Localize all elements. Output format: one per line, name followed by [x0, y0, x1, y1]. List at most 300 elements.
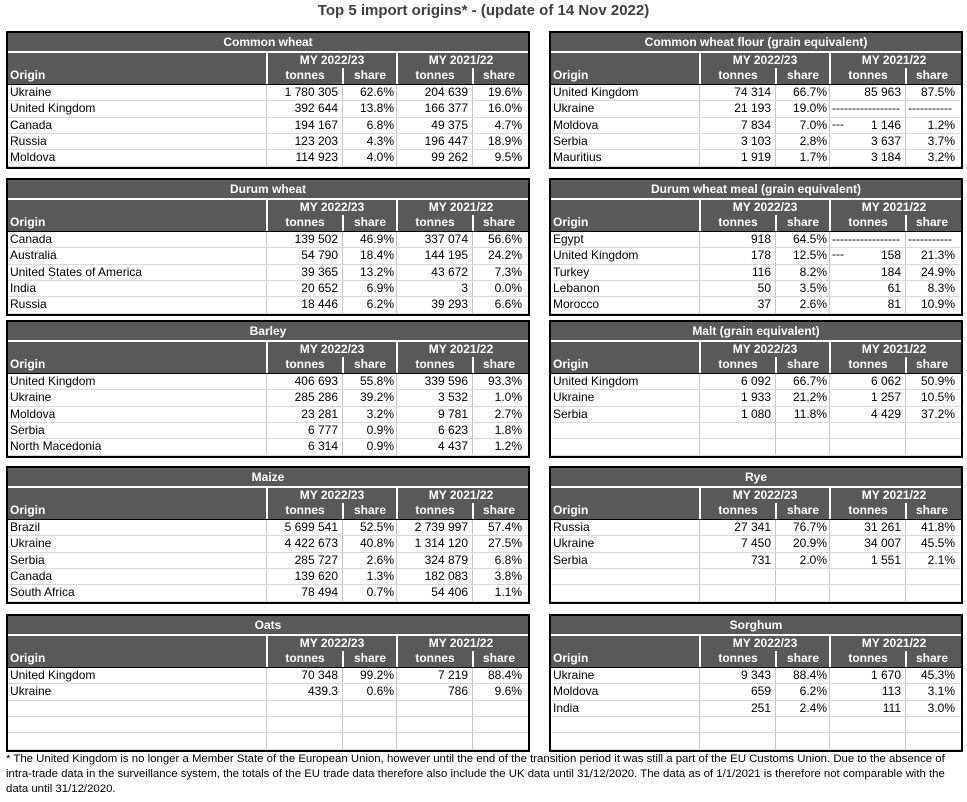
- table-sorghum: [549, 614, 963, 752]
- header-share: share: [472, 215, 524, 230]
- table-maize: [6, 466, 530, 604]
- share-2021-22-cell: [905, 717, 957, 732]
- origin-cell: India: [553, 700, 580, 715]
- tonnes-2022-23-cell: 659: [699, 684, 775, 699]
- tonnes-2022-23-cell: 18 446: [266, 297, 342, 312]
- table-row: [8, 423, 528, 439]
- tonnes-2021-22-cell: [829, 585, 905, 600]
- header-columns-row: [551, 651, 961, 667]
- header-columns-row: [551, 215, 961, 231]
- share-2021-22-cell: [905, 439, 957, 454]
- header-columns-row: [8, 215, 528, 231]
- share-2022-23-cell: [775, 585, 829, 600]
- tonnes-2021-22-cell: 204 639: [396, 85, 472, 100]
- header-tonnes: tonnes: [266, 503, 342, 518]
- origin-cell: Canada: [10, 117, 53, 132]
- header-tonnes: tonnes: [829, 503, 905, 518]
- header-tonnes: tonnes: [699, 503, 775, 518]
- table-title: Common wheat flour (grain equivalent): [551, 33, 961, 53]
- share-2022-23-cell: 0.6%: [342, 684, 396, 699]
- share-2022-23-cell: [775, 439, 829, 454]
- origin-cell: Canada: [10, 231, 53, 246]
- table-row: [551, 134, 961, 150]
- header-columns-row: [551, 68, 961, 84]
- header-my-2021-22: MY 2021/22: [396, 636, 524, 651]
- origin-cell: Australia: [10, 248, 57, 263]
- share-2021-22-cell: 1.2%: [472, 439, 524, 454]
- tonnes-2021-22-cell: 4 429: [829, 407, 905, 422]
- header-share: share: [342, 651, 396, 666]
- tonnes-2022-23-cell: [699, 585, 775, 600]
- share-2022-23-cell: 66.7%: [775, 374, 829, 389]
- header-my-2021-22: MY 2021/22: [396, 342, 524, 357]
- tonnes-2022-23-cell: 5 699 541: [266, 520, 342, 535]
- share-2021-22-cell: 57.4%: [472, 520, 524, 535]
- tonnes-2021-22-cell: 196 447: [396, 134, 472, 149]
- share-2021-22-cell: 3.2%: [905, 150, 957, 165]
- header-blank-cell: [8, 342, 266, 357]
- origin-cell: United Kingdom: [553, 373, 639, 388]
- header-share: share: [775, 357, 829, 372]
- table-row: [551, 390, 961, 406]
- header-share: share: [472, 357, 524, 372]
- table-row: [8, 248, 528, 264]
- tonnes-2022-23-cell: 731: [699, 553, 775, 568]
- header-share: share: [905, 503, 957, 518]
- origin-cell: Ukraine: [553, 667, 595, 682]
- table-row: [8, 265, 528, 281]
- share-2022-23-cell: 1.7%: [775, 150, 829, 165]
- header-blank-cell: [551, 342, 699, 357]
- tonnes-2022-23-cell: [699, 439, 775, 454]
- table-row: [551, 553, 961, 569]
- share-2022-23-cell: 7.0%: [775, 118, 829, 133]
- share-2022-23-cell: 64.5%: [775, 232, 829, 247]
- origin-cell: Egypt: [553, 231, 584, 246]
- header-my-2022-23: MY 2022/23: [266, 53, 396, 68]
- share-2022-23-cell: 3.2%: [342, 407, 396, 422]
- tonnes-2022-23-cell: 918: [699, 232, 775, 247]
- tonnes-2021-22-cell: [829, 717, 905, 732]
- tonnes-2021-22-cell: 3 184: [829, 150, 905, 165]
- share-2022-23-cell: 99.2%: [342, 668, 396, 683]
- header-marketing-year-row: [8, 488, 528, 503]
- tonnes-2022-23-cell: 1 780 305: [266, 85, 342, 100]
- header-my-2021-22: MY 2021/22: [829, 636, 957, 651]
- share-2022-23-cell: 20.9%: [775, 536, 829, 551]
- origin-cell: United States of America: [10, 264, 143, 279]
- table-oats: [6, 614, 530, 752]
- header-tonnes: tonnes: [396, 68, 472, 83]
- header-marketing-year-row: [551, 53, 961, 68]
- tonnes-2021-22-cell: 3 532: [396, 390, 472, 405]
- header-share: share: [775, 215, 829, 230]
- origin-cell: Russia: [553, 519, 590, 534]
- header-origin: Origin: [553, 215, 589, 230]
- header-share: share: [342, 503, 396, 518]
- table-row: [8, 232, 528, 248]
- table-row: [8, 297, 528, 313]
- header-origin: Origin: [553, 357, 589, 372]
- header-blank-cell: [8, 53, 266, 68]
- tonnes-2021-22-cell: --------------------: [829, 232, 905, 247]
- share-2022-23-cell: 2.0%: [775, 553, 829, 568]
- share-2022-23-cell: [775, 733, 829, 748]
- origin-cell: Serbia: [553, 133, 588, 148]
- share-2022-23-cell: 2.6%: [342, 553, 396, 568]
- header-my-2022-23: MY 2022/23: [699, 636, 829, 651]
- header-origin: Origin: [10, 651, 46, 666]
- share-2022-23-cell: 88.4%: [775, 668, 829, 683]
- share-2021-22-cell: 1.2%: [905, 118, 957, 133]
- share-2021-22-cell: -----------: [905, 232, 957, 247]
- tonnes-2021-22-cell: 4 437: [396, 439, 472, 454]
- origin-cell: Ukraine: [553, 536, 595, 551]
- header-share: share: [905, 215, 957, 230]
- table-row: [8, 701, 528, 717]
- origin-cell: Ukraine: [10, 684, 52, 699]
- share-2022-23-cell: [775, 423, 829, 438]
- header-tonnes: tonnes: [829, 651, 905, 666]
- header-my-2021-22: MY 2021/22: [829, 53, 957, 68]
- tonnes-2021-22-cell: 49 375: [396, 118, 472, 133]
- tonnes-2021-22-cell: 39 293: [396, 297, 472, 312]
- table-row: [551, 536, 961, 552]
- tonnes-2022-23-cell: [266, 717, 342, 732]
- table-title: Sorghum: [551, 616, 961, 636]
- header-tonnes: tonnes: [829, 215, 905, 230]
- tonnes-2021-22-cell: 6 062: [829, 374, 905, 389]
- share-2021-22-cell: 1.8%: [472, 423, 524, 438]
- tonnes-2022-23-cell: 74 314: [699, 85, 775, 100]
- origin-cell: Serbia: [553, 552, 588, 567]
- share-2022-23-cell: 12.5%: [775, 248, 829, 263]
- origin-cell: [551, 733, 699, 748]
- tonnes-2021-22-cell: 113: [829, 684, 905, 699]
- tonnes-2021-22-cell: --------------------: [829, 101, 905, 116]
- tonnes-2021-22-cell: [829, 733, 905, 748]
- table-title: Maize: [8, 468, 528, 488]
- origin-cell: [551, 423, 699, 438]
- header-tonnes: tonnes: [829, 68, 905, 83]
- tonnes-2022-23-cell: 1 080: [699, 407, 775, 422]
- share-2022-23-cell: 0.7%: [342, 585, 396, 600]
- header-share: share: [905, 357, 957, 372]
- table-row: [551, 407, 961, 423]
- origin-cell: India: [10, 280, 37, 295]
- table-row: [551, 265, 961, 281]
- tonnes-2022-23-cell: 7 834: [699, 118, 775, 133]
- header-tonnes: tonnes: [829, 357, 905, 372]
- share-2021-22-cell: 2.1%: [905, 553, 957, 568]
- share-2021-22-cell: 10.9%: [905, 297, 957, 312]
- tonnes-2022-23-cell: [266, 733, 342, 748]
- share-2021-22-cell: [472, 701, 524, 716]
- header-my-2022-23: MY 2022/23: [266, 342, 396, 357]
- share-2022-23-cell: 4.0%: [342, 150, 396, 165]
- share-2021-22-cell: [905, 569, 957, 584]
- origin-cell: North Macedonia: [10, 439, 102, 454]
- header-my-2021-22: MY 2021/22: [396, 488, 524, 503]
- header-my-2021-22: MY 2021/22: [396, 200, 524, 215]
- origin-cell: [551, 439, 699, 454]
- header-origin: Origin: [10, 215, 46, 230]
- tonnes-2022-23-cell: 194 167: [266, 118, 342, 133]
- header-columns-row: [551, 503, 961, 519]
- share-2022-23-cell: [342, 733, 396, 748]
- share-2022-23-cell: 21.2%: [775, 390, 829, 405]
- tonnes-2021-22-cell: 2 739 997: [396, 520, 472, 535]
- tonnes-2021-22-cell: 339 596: [396, 374, 472, 389]
- origin-cell: [551, 717, 699, 732]
- share-2021-22-cell: 2.7%: [472, 407, 524, 422]
- header-columns-row: [8, 357, 528, 373]
- share-2022-23-cell: 52.5%: [342, 520, 396, 535]
- tonnes-2021-22-cell: 158: [829, 248, 905, 263]
- header-columns-row: [8, 68, 528, 84]
- table-row: [8, 281, 528, 297]
- share-2021-22-cell: 19.6%: [472, 85, 524, 100]
- table-title: Barley: [8, 322, 528, 342]
- share-2021-22-cell: 16.0%: [472, 101, 524, 116]
- origin-cell: Serbia: [10, 552, 45, 567]
- tonnes-2021-22-cell: 166 377: [396, 101, 472, 116]
- origin-cell: Russia: [10, 133, 47, 148]
- header-tonnes: tonnes: [266, 357, 342, 372]
- share-2022-23-cell: 13.2%: [342, 265, 396, 280]
- table-title: Malt (grain equivalent): [551, 322, 961, 342]
- share-2021-22-cell: 3.0%: [905, 701, 957, 716]
- tonnes-2022-23-cell: 406 693: [266, 374, 342, 389]
- tonnes-2021-22-cell: 184: [829, 265, 905, 280]
- share-2022-23-cell: 39.2%: [342, 390, 396, 405]
- header-tonnes: tonnes: [266, 651, 342, 666]
- share-2021-22-cell: 3.7%: [905, 134, 957, 149]
- share-2021-22-cell: 56.6%: [472, 232, 524, 247]
- tonnes-2022-23-cell: 392 644: [266, 101, 342, 116]
- share-2022-23-cell: [775, 569, 829, 584]
- table-row: [551, 585, 961, 601]
- page-title: Top 5 import origins* - (update of 14 Nov 2022): [317, 2, 650, 19]
- table-row: [551, 668, 961, 684]
- header-blank-cell: [8, 488, 266, 503]
- share-2021-22-cell: 6.8%: [472, 553, 524, 568]
- tonnes-2022-23-cell: [699, 733, 775, 748]
- header-share: share: [472, 503, 524, 518]
- origin-cell: [8, 717, 266, 732]
- origin-cell: [551, 585, 699, 600]
- table-row: [551, 423, 961, 439]
- share-2022-23-cell: [775, 717, 829, 732]
- table-row: [8, 536, 528, 552]
- tonnes-2021-22-cell: 54 406: [396, 585, 472, 600]
- tonnes-2021-22-cell: [396, 701, 472, 716]
- share-2022-23-cell: 2.4%: [775, 701, 829, 716]
- origin-cell: Brazil: [10, 519, 41, 534]
- table-title: Durum wheat: [8, 180, 528, 200]
- table-row: [551, 520, 961, 536]
- origin-cell: United Kingdom: [10, 373, 96, 388]
- header-tonnes: tonnes: [266, 68, 342, 83]
- header-origin: Origin: [10, 357, 46, 372]
- share-2021-22-cell: 27.5%: [472, 536, 524, 551]
- tonnes-2022-23-cell: 6 314: [266, 439, 342, 454]
- origin-cell: Moldova: [553, 684, 599, 699]
- origin-cell: Ukraine: [553, 390, 595, 405]
- tonnes-2022-23-cell: 178: [699, 248, 775, 263]
- share-2021-22-cell: 37.2%: [905, 407, 957, 422]
- tonnes-2021-22-cell: 34 007: [829, 536, 905, 551]
- tonnes-2021-22-cell: 85 963: [829, 85, 905, 100]
- share-2022-23-cell: 18.4%: [342, 248, 396, 263]
- header-blank-cell: [551, 488, 699, 503]
- tonnes-2021-22-cell: 1 257: [829, 390, 905, 405]
- header-my-2022-23: MY 2022/23: [699, 488, 829, 503]
- table-row: [8, 733, 528, 749]
- share-2022-23-cell: 6.2%: [342, 297, 396, 312]
- table-durum-wheat: [6, 178, 530, 316]
- share-2022-23-cell: 40.8%: [342, 536, 396, 551]
- tonnes-2021-22-cell: 6 623: [396, 423, 472, 438]
- share-2021-22-cell: [472, 733, 524, 748]
- table-row: [8, 684, 528, 700]
- share-2021-22-cell: 87.5%: [905, 85, 957, 100]
- origin-cell: United Kingdom: [553, 84, 639, 99]
- share-2021-22-cell: 1.1%: [472, 585, 524, 600]
- origin-cell: Mauritius: [553, 150, 602, 165]
- header-origin: Origin: [553, 503, 589, 518]
- origin-cell: Ukraine: [10, 84, 52, 99]
- table-row: [551, 701, 961, 717]
- header-share: share: [905, 651, 957, 666]
- tonnes-2022-23-cell: 70 348: [266, 668, 342, 683]
- tonnes-2021-22-cell: 81: [829, 297, 905, 312]
- share-2021-22-cell: 0.0%: [472, 281, 524, 296]
- tonnes-2022-23-cell: 116: [699, 265, 775, 280]
- header-columns-row: [8, 503, 528, 519]
- tonnes-2022-23-cell: 27 341: [699, 520, 775, 535]
- share-2021-22-cell: 4.7%: [472, 118, 524, 133]
- table-row: [8, 390, 528, 406]
- tonnes-2022-23-cell: 6 777: [266, 423, 342, 438]
- share-2022-23-cell: 46.9%: [342, 232, 396, 247]
- tonnes-2022-23-cell: 39 365: [266, 265, 342, 280]
- share-2021-22-cell: 24.9%: [905, 265, 957, 280]
- origin-cell: Canada: [10, 568, 53, 583]
- header-share: share: [775, 503, 829, 518]
- table-row: [8, 439, 528, 455]
- header-marketing-year-row: [551, 636, 961, 651]
- share-2021-22-cell: [905, 585, 957, 600]
- tonnes-2021-22-cell: 144 195: [396, 248, 472, 263]
- tonnes-2021-22-cell: [396, 717, 472, 732]
- tonnes-2022-23-cell: 1 919: [699, 150, 775, 165]
- origin-cell: United Kingdom: [10, 101, 96, 116]
- origin-cell: Moldova: [10, 150, 56, 165]
- header-my-2022-23: MY 2022/23: [266, 200, 396, 215]
- header-marketing-year-row: [551, 488, 961, 503]
- share-2021-22-cell: 1.0%: [472, 390, 524, 405]
- origin-cell: Ukraine: [553, 101, 595, 116]
- table-row: [8, 374, 528, 390]
- table-row: [551, 717, 961, 733]
- tonnes-2021-22-cell: 43 672: [396, 265, 472, 280]
- share-2022-23-cell: 62.6%: [342, 85, 396, 100]
- table-title: Durum wheat meal (grain equivalent): [551, 180, 961, 200]
- header-my-2022-23: MY 2022/23: [266, 636, 396, 651]
- origin-cell: United Kingdom: [10, 667, 96, 682]
- table-rye: [549, 466, 963, 604]
- origin-cell: Turkey: [553, 264, 590, 279]
- table-row: [551, 439, 961, 455]
- origin-cell: Serbia: [553, 406, 588, 421]
- header-marketing-year-row: [551, 342, 961, 357]
- table-common-wheat-flour-grain-equivalent: [549, 31, 963, 169]
- share-2021-22-cell: [472, 717, 524, 732]
- header-tonnes: tonnes: [396, 651, 472, 666]
- tonnes-2022-23-cell: 9 343: [699, 668, 775, 683]
- table-row: [8, 150, 528, 166]
- tonnes-2022-23-cell: 114 923: [266, 150, 342, 165]
- header-origin: Origin: [10, 68, 46, 83]
- tonnes-2022-23-cell: 3 103: [699, 134, 775, 149]
- table-row: [8, 407, 528, 423]
- share-2022-23-cell: 66.7%: [775, 85, 829, 100]
- header-tonnes: tonnes: [396, 215, 472, 230]
- origin-cell: Moldova: [553, 117, 599, 132]
- header-blank-cell: [551, 53, 699, 68]
- tonnes-2022-23-cell: 251: [699, 701, 775, 716]
- header-origin: Origin: [10, 503, 46, 518]
- table-row: [8, 85, 528, 101]
- origin-cell: United Kingdom: [553, 248, 639, 263]
- tonnes-2022-23-cell: 123 203: [266, 134, 342, 149]
- tonnes-2022-23-cell: [699, 717, 775, 732]
- table-row: [551, 569, 961, 585]
- share-2021-22-cell: -----------: [905, 101, 957, 116]
- share-2022-23-cell: 4.3%: [342, 134, 396, 149]
- share-2021-22-cell: 88.4%: [472, 668, 524, 683]
- origin-cell: [8, 733, 266, 748]
- share-2022-23-cell: 2.6%: [775, 297, 829, 312]
- header-marketing-year-row: [551, 200, 961, 215]
- share-2021-22-cell: 9.6%: [472, 684, 524, 699]
- header-tonnes: tonnes: [266, 215, 342, 230]
- share-2021-22-cell: 3.1%: [905, 684, 957, 699]
- table-malt-grain-equivalent: [549, 320, 963, 458]
- tonnes-2022-23-cell: 7 450: [699, 536, 775, 551]
- tonnes-2022-23-cell: [266, 701, 342, 716]
- header-my-2022-23: MY 2022/23: [266, 488, 396, 503]
- header-blank-cell: [551, 636, 699, 651]
- share-2022-23-cell: 2.8%: [775, 134, 829, 149]
- share-2022-23-cell: [342, 701, 396, 716]
- tonnes-2021-22-cell: 7 219: [396, 668, 472, 683]
- header-marketing-year-row: [8, 53, 528, 68]
- table-row: [551, 248, 961, 264]
- origin-cell: Ukraine: [10, 390, 52, 405]
- table-row: [8, 553, 528, 569]
- header-share: share: [905, 68, 957, 83]
- share-2021-22-cell: 3.8%: [472, 569, 524, 584]
- header-marketing-year-row: [8, 342, 528, 357]
- share-2021-22-cell: 45.5%: [905, 536, 957, 551]
- header-my-2021-22: MY 2021/22: [829, 342, 957, 357]
- tonnes-2021-22-cell: 182 083: [396, 569, 472, 584]
- share-2021-22-cell: [905, 733, 957, 748]
- header-origin: Origin: [553, 651, 589, 666]
- tonnes-2021-22-cell: [829, 439, 905, 454]
